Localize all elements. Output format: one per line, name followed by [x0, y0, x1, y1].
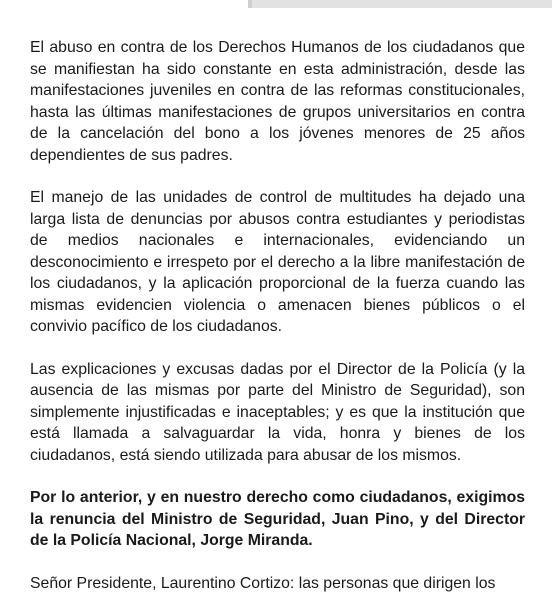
- document-body: [30, 37, 525, 594]
- paragraph-address-president: Señor Presidente, Laurentino Cortizo: las personas que dirigen los: [30, 574, 496, 592]
- paragraph-crowd-control: El manejo de las unidades de control de multitudes ha dejado una larga lista de denuncias por abusos contra estudiantes y periodistas de medios nacionales e internacionales, evidenciando un desconocimiento e irrespeto por el derecho a la libre manifestación de los ciudadanos, y la aplicación proporcional de la fuerza cuando las mismas evidencien violencia o amenacen bienes públicos o el convivio pacífico de los ciudadanos.: [30, 189, 525, 335]
- header-date-box: [248, 0, 552, 8]
- paragraph-resignation-demand: Por lo anterior, y en nuestro derecho como ciudadanos, exigimos la renuncia del Ministro de Seguridad, Juan Pino, y del Director de la Policía Nacional, Jorge Miranda.: [30, 489, 525, 549]
- paragraph-human-rights-abuse: El abuso en contra de los Derechos Humanos de los ciudadanos que se manifiestan ha sido constante en esta administración, desde las manifestaciones juveniles en contra de las reformas constitucionales, hasta las últimas manifestaciones de grupos universitarios en contra de la cancelación del bono a los jóvenes menores de 25 años dependientes de sus padres.: [30, 39, 525, 164]
- paragraph-police-explanations: Las explicaciones y excusas dadas por el Director de la Policía (y la ausencia de las mismas por parte del Ministro de Seguridad), son simplemente injustificadas e inaceptables; y es que la institución que está llamada a salvaguardar la vida, honra y bienes de los ciudadanos, está siendo utilizada para abusar de los mismos.: [30, 360, 525, 464]
